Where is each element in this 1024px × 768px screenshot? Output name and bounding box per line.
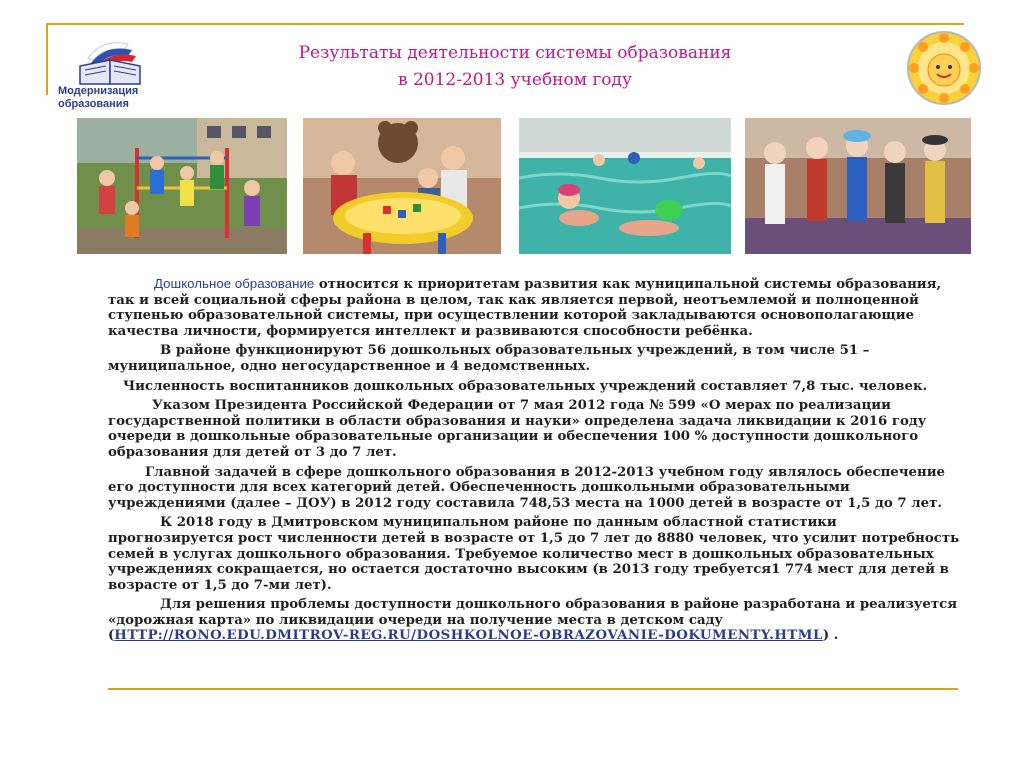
photo-children-table-play [303,118,501,254]
logo-caption [58,85,178,111]
paragraph-3: Численность воспитанников дошкольных образовательных учреждений составляет 7,8 тыс. человек. [123,378,928,394]
logo-caption-line1: Модернизация [58,85,139,97]
paragraph-7 [108,597,964,644]
paragraph-6: К 2018 году в Дмитровском муниципальном районе по данным областной статистики прогнозируется рост численности детей в возрасте от 1,5 до 7 лет до 8880 человек, что усилит потребность семей в услугах дошкольного образования. Требуемое количество мест в дошкольных образовательных учреждениях сокращается, но остается достаточно высоким (в 2013 году требуется1 774 мест для детей в возрасте от 1,5 до 7-ми лет). [108,515,960,593]
paragraph-2: В районе функционируют 56 дошкольных образовательных учреждений, в том числе 51 – муниципальное, одно негосударственное и 4 ведомственных. [108,343,870,374]
sun-icon [906,30,982,106]
book-flag-icon [58,30,178,86]
top-border-line [48,23,964,25]
modernization-logo [58,30,178,112]
photo-children-playground [77,118,287,254]
left-border-line [46,23,48,95]
paragraph-1-text: относится к приоритетам развития как муниципальной системы образования, так и всей социальной сферы района в целом, так как является первой, неотъемлемой и полноценной ступенью образовательной системы, при осуществлении которой закладываются основополагающие качества личности, формируется интеллект и развиваются способности ребёнка. [108,277,942,339]
paragraph-4: Указом Президента Российской Федерации от 7 мая 2012 года № 599 «О мерах по реализации государственной политики в области образования и науки» определена задача ликвидации к 2016 году очереди в дошкольные образовательные организации и обеспечения 100 % доступности дошкольного образования для детей от 3 до 7 лет. [108,398,927,460]
paragraph-7-end: ) . [822,628,839,644]
highlight-preschool-education: Дошкольное образование [154,276,315,291]
logo-caption-line2: образования [58,98,129,110]
paragraph-5: Главной задачей в сфере дошкольного образования в 2012-2013 учебном году являлось обеспечение его доступности для всех категорий детей. Обеспеченность дошкольными образовательными учреждениями (далее – ДОУ) в 2012 году составила 748,53 места на 1000 детей в возрасте от 1,5 до 7 лет. [108,464,946,511]
page-title-line1: Результаты деятельности системы образования [298,43,732,63]
photo-children-swimming-pool [519,118,731,254]
paragraph-1 [108,276,964,339]
main-text [108,276,964,648]
bottom-border-line [108,688,958,690]
page-title-line2: в 2012-2013 учебном году [398,70,632,90]
page-title [180,40,850,94]
sun-emblem [906,30,982,106]
roadmap-link[interactable]: HTTP://RONO.EDU.DMITROV-REG.RU/DOSHKOLNOE-OBRAZOVANIE-DOKUMENTY.HTML [114,628,823,644]
paragraph-7-text: Для решения проблемы доступности дошкольного образования в районе разработана и реализуется «дорожная карта» по ликвидации очереди на получение места в детском саду ( [108,597,958,644]
photo-puppet-dolls [745,118,971,254]
